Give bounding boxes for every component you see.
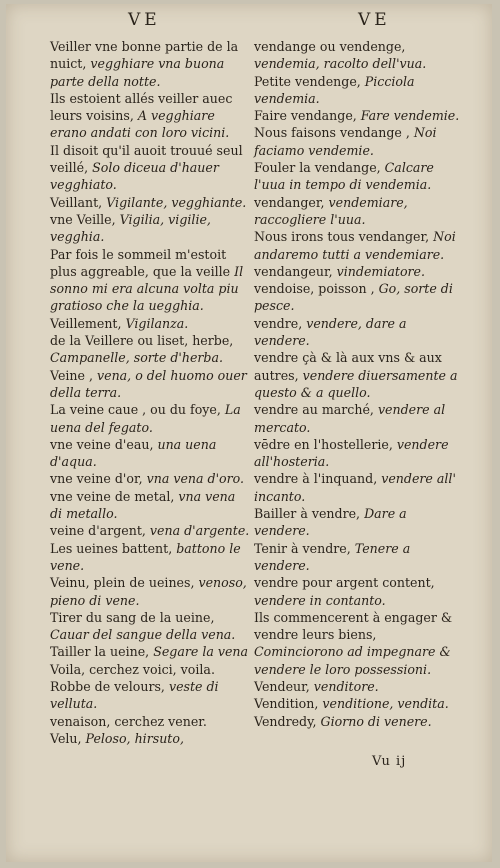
french-term: vne veine d'eau, — [50, 436, 158, 452]
italian-translation: Calcare l'uua in tempo di vendemia. — [254, 160, 438, 193]
french-term: Faire vendange, — [254, 108, 361, 124]
dictionary-entry — [50, 661, 250, 678]
french-term: Veine , — [50, 367, 97, 383]
dictionary-entry — [50, 367, 250, 402]
italian-translation: vendere in contanto. — [254, 592, 386, 608]
italian-translation: vendemiare, raccogliere l'uua. — [254, 194, 412, 227]
dictionary-entry — [50, 38, 250, 90]
french-term: vendange ou vendenge, — [254, 39, 410, 54]
italian-translation: Dare a vendere. — [254, 506, 411, 539]
french-term: Nous faisons vendange , — [254, 125, 414, 141]
italian-translation: Il sonno mi era alcuna volta piu gratioso che la uegghia. — [50, 263, 248, 314]
italian-translation: vendere al mercato. — [254, 402, 450, 435]
running-header-right: VE — [358, 10, 391, 30]
french-term: vendre au marché, — [254, 402, 378, 418]
french-term: vendoise, poisson , — [254, 281, 379, 297]
dictionary-entry — [254, 540, 466, 575]
dictionary-entry — [50, 643, 250, 660]
french-term: Robbe de velours, — [50, 678, 169, 694]
italian-translation: A vegghiare erano andati con loro vicini. — [50, 108, 230, 141]
french-term: vendanger, — [254, 194, 329, 210]
italian-translation: battono le vene. — [50, 540, 245, 573]
right-column — [254, 38, 466, 730]
dictionary-entry — [254, 349, 466, 401]
french-term: Par fois le sommeil m'estoit plus aggreable, que la veille — [50, 246, 235, 279]
french-term: vendre pour argent content, — [254, 575, 439, 591]
dictionary-entry — [50, 730, 250, 747]
dictionary-entry — [254, 73, 466, 108]
dictionary-entry — [254, 436, 466, 471]
dictionary-entry — [50, 678, 250, 713]
french-term: Petite vendenge, — [254, 73, 365, 89]
italian-translation: La uena del fegato. — [50, 402, 245, 435]
french-term: de la Veillere ou liset, herbe, — [50, 333, 238, 349]
dictionary-entry — [50, 401, 250, 436]
french-term: Tenir à vendre, — [254, 540, 355, 556]
italian-translation: una uena d'aqua. — [50, 436, 221, 470]
french-term: Les ueines battent, — [50, 540, 177, 556]
dictionary-entry — [254, 159, 466, 194]
dictionary-entry — [50, 315, 250, 332]
italian-translation: vna vena di metallo. — [50, 488, 240, 522]
italian-translation: vena d'argente. — [149, 523, 250, 539]
french-term: vendre, — [254, 315, 307, 331]
italian-translation: venditore. — [313, 678, 379, 694]
french-term: Veillant, — [50, 194, 107, 210]
italian-translation: vena, o del huomo ouer della terra. — [50, 367, 251, 400]
dictionary-entry — [50, 488, 250, 523]
french-term: vendangeur, — [254, 263, 337, 279]
french-term: vne Veille, — [50, 211, 120, 227]
french-term: Voila, cerchez voici, voila. — [50, 661, 215, 677]
italian-translation: Vigilanza. — [125, 315, 189, 331]
dictionary-entry — [254, 194, 466, 229]
italian-translation: Cauar del sangue della vena. — [50, 627, 236, 643]
french-term: Ils commencerent à engager & vendre leurs biens, — [254, 609, 457, 643]
dictionary-entry — [254, 470, 466, 505]
french-term: Tirer du sang de la ueine, — [50, 609, 219, 625]
dictionary-entry — [50, 713, 250, 730]
dictionary-entry — [50, 574, 250, 609]
french-term: Velu, — [50, 730, 86, 746]
french-term: venaison, cerchez vener. — [50, 713, 207, 729]
dictionary-entry — [254, 695, 466, 712]
italian-translation: Campanelle, sorte d'herba. — [50, 350, 223, 366]
italian-translation: Tenere a vendere. — [254, 540, 415, 573]
french-term: Fouler la vendange, — [254, 160, 385, 176]
italian-translation: vendere all' incanto. — [254, 471, 460, 504]
italian-translation: Cominciorono ad impegnare & vendere le loro possessioni. — [254, 644, 455, 677]
dictionary-entry — [254, 678, 466, 695]
italian-translation: vendemia, racolto dell'vua. — [254, 56, 427, 72]
running-header-left: VE — [128, 10, 161, 30]
italian-translation: vendere, dare a vendere. — [254, 315, 411, 349]
italian-translation: vendere diuersamente a questo & a quello. — [254, 367, 462, 400]
dictionary-entry — [50, 194, 250, 211]
dictionary-entry — [50, 332, 250, 367]
french-term: Vendeur, — [254, 678, 314, 694]
dictionary-entry — [254, 315, 466, 350]
dictionary-entry — [50, 522, 250, 539]
italian-translation: Go, sorte di pesce. — [254, 281, 457, 314]
italian-translation: Vigilante, vegghiante. — [106, 194, 247, 210]
dictionary-entry — [254, 574, 466, 609]
italian-translation: vna vena d'oro. — [146, 471, 245, 487]
dictionary-entry — [254, 609, 466, 678]
dictionary-entry — [50, 142, 250, 194]
french-term: vēdre en l'hostellerie, — [254, 436, 397, 452]
dictionary-entry — [254, 713, 466, 730]
french-term: Tailler la ueine, — [50, 644, 154, 660]
dictionary-entry — [50, 540, 250, 575]
italian-translation: Vigilia, vigilie, vegghia. — [50, 211, 215, 245]
french-term: Vendredy, — [254, 713, 321, 729]
italian-translation: Segare la vena — [153, 644, 249, 660]
italian-translation: venoso, pieno di vene. — [50, 575, 251, 608]
italian-translation: Noi andaremo tutti a vendemiare. — [254, 229, 460, 262]
french-term: Bailler à vendre, — [254, 506, 365, 522]
french-term: Il disoit qu'il auoit trouué seul veillé, — [50, 142, 247, 176]
italian-translation: venditione, vendita. — [322, 696, 449, 712]
dictionary-entry — [254, 401, 466, 436]
french-term: Veiller vne bonne partie de la nuict, — [50, 39, 243, 72]
dictionary-page — [6, 4, 492, 862]
italian-translation: vegghiare vna buona parte della notte. — [50, 56, 229, 89]
french-term: Veillement, — [50, 315, 126, 331]
french-term: Nous irons tous vendanger, — [254, 229, 434, 245]
french-term: veine d'argent, — [50, 523, 150, 539]
french-term: Veinu, plein de ueines, — [50, 575, 199, 591]
dictionary-entry — [50, 609, 250, 644]
dictionary-entry — [50, 470, 250, 487]
french-term: Ils estoient allés veiller auec leurs voisins, — [50, 90, 237, 124]
italian-translation: vindemiatore. — [336, 263, 426, 279]
french-term: vne veine d'or, — [50, 471, 147, 487]
dictionary-entry — [254, 505, 466, 540]
italian-translation: Noi faciamo vendemie. — [254, 125, 441, 158]
left-column — [50, 38, 250, 747]
italian-translation: Picciola vendemia. — [254, 73, 419, 106]
signature-mark: Vu ij — [372, 754, 407, 769]
italian-translation: Solo diceua d'hauer vegghiato. — [50, 160, 223, 193]
italian-translation: Giorno di venere. — [320, 713, 432, 729]
french-term: vendre çà & là aux vns & aux autres, — [254, 350, 446, 383]
dictionary-entry — [254, 38, 466, 73]
italian-translation: Peloso, hirsuto, — [85, 730, 184, 746]
dictionary-entry — [50, 436, 250, 471]
dictionary-entry — [254, 280, 466, 315]
french-term: vendre à l'inquand, — [254, 471, 382, 487]
italian-translation: Fare vendemie. — [360, 108, 460, 124]
french-term: vne veine de metal, — [50, 488, 179, 504]
italian-translation: veste di velluta. — [50, 678, 223, 712]
dictionary-entry — [254, 263, 466, 280]
italian-translation: vendere all'hosteria. — [254, 436, 453, 470]
dictionary-entry — [50, 211, 250, 246]
dictionary-entry — [254, 107, 466, 124]
dictionary-entry — [50, 246, 250, 315]
dictionary-entry — [254, 228, 466, 263]
dictionary-entry — [50, 90, 250, 142]
dictionary-entry — [254, 124, 466, 159]
french-term: Vendition, — [254, 696, 323, 712]
french-term: La veine caue , ou du foye, — [50, 402, 225, 418]
